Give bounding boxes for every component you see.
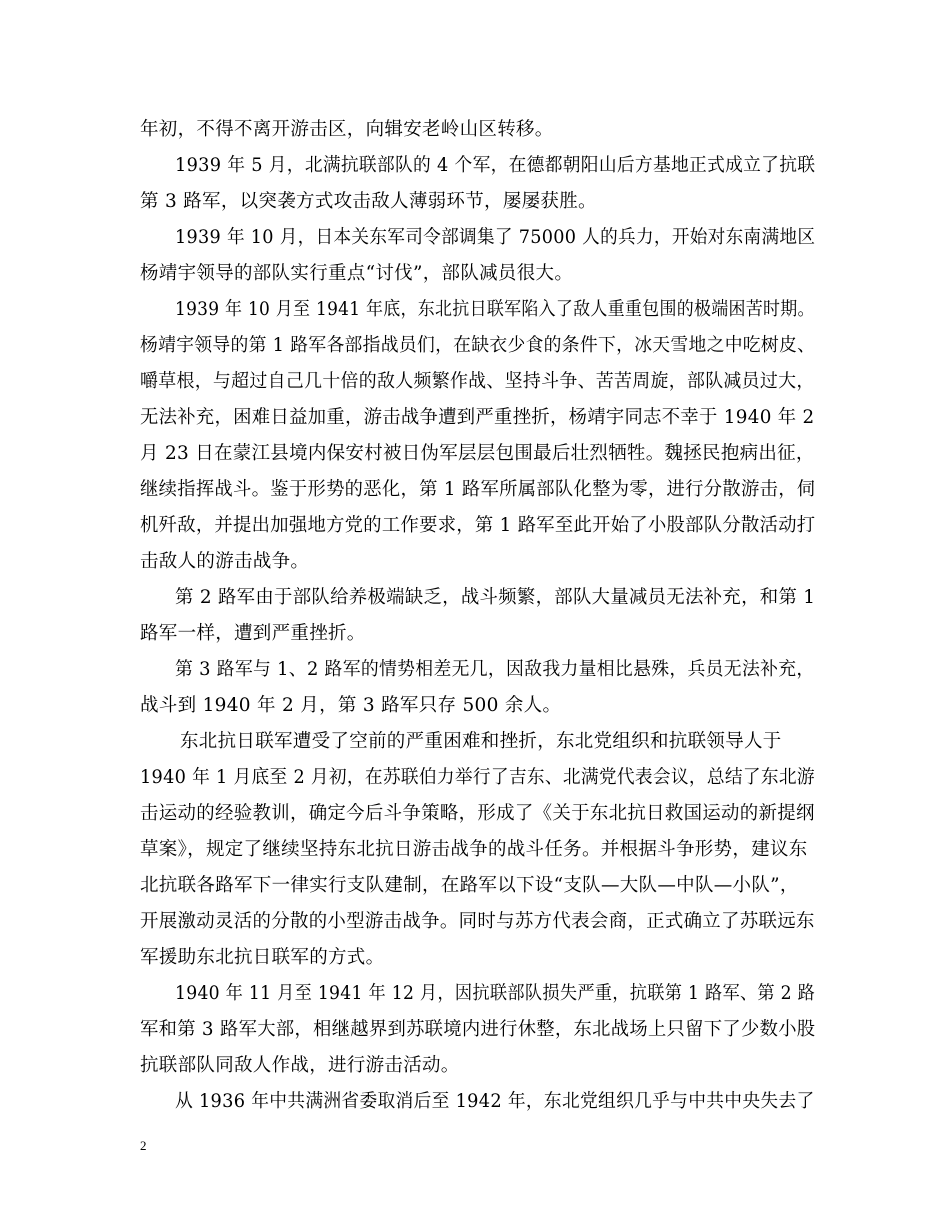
text-line: 杨靖宇领导的第 1 路军各部指战员们，在缺衣少食的条件下，冰天雪地之中吃树皮、 <box>140 335 816 356</box>
text-line: 北抗联各路军下一律实行支队建制，在路军以下设“支队—大队—中队—小队”， <box>140 875 799 896</box>
text-line: 年初，不得不离开游击区，向辑安老岭山区转移。 <box>140 119 554 140</box>
text-line: 第 3 路军与 1、2 路军的情势相差无几，因敌我力量相比悬殊，兵员无法补充， <box>175 659 815 680</box>
text-line: 1940 年 1 月底至 2 月初，在苏联伯力举行了吉东、北满党代表会议，总结了东北游 <box>140 767 815 788</box>
text-line: 军援助东北抗日联军的方式。 <box>140 947 385 968</box>
text-line: 嚼草根，与超过自己几十倍的敌人频繁作战、坚持斗争、苦苦周旋，部队减员过大， <box>140 371 815 392</box>
text-line: 击运动的经验教训，确定今后斗争策略，形成了《关于东北抗日救国运动的新提纲 <box>140 803 815 824</box>
text-line: 1939 年 10 月至 1941 年底，东北抗日联军陷入了敌人重重包围的极端困苦时期。 <box>175 299 815 320</box>
text-line: 东北抗日联军遭受了空前的严重困难和挫折，东北党组织和抗联领导人于 <box>180 731 782 752</box>
text-line: 军和第 3 路军大部，相继越界到苏联境内进行休整，东北战场上只留下了少数小股 <box>140 1019 816 1040</box>
text-line: 继续指挥战斗。鉴于形势的恶化，第 1 路军所属部队化整为零，进行分散游击，伺 <box>140 479 816 500</box>
text-line: 击敌人的游击战争。 <box>140 551 310 572</box>
text-line: 从 1936 年中共满洲省委取消后至 1942 年，东北党组织几乎与中共中央失去了 <box>175 1091 815 1112</box>
text-line: 路军一样，遭到严重挫折。 <box>140 623 366 644</box>
text-line: 1940 年 11 月至 1941 年 12 月，因抗联部队损失严重，抗联第 1 路军、第 2 路 <box>175 983 816 1004</box>
text-line: 月 23 日在蒙江县境内保安村被日伪军层层包围最后壮烈牺牲。魏拯民抱病出征， <box>140 443 815 464</box>
text-line: 战斗到 1940 年 2 月，第 3 路军只存 500 余人。 <box>140 695 562 716</box>
text-line: 第 2 路军由于部队给养极端缺乏，战斗频繁，部队大量减员无法补充，和第 1 <box>175 587 816 608</box>
text-line: 抗联部队同敌人作战，进行游击活动。 <box>140 1055 460 1076</box>
text-line: 开展激动灵活的分散的小型游击战争。同时与苏方代表会商，正式确立了苏联远东 <box>140 911 815 932</box>
page-number: 2 <box>140 1138 147 1153</box>
text-line: 草案》，规定了继续坚持东北抗日游击战争的战斗任务。并根据斗争形势，建议东 <box>140 839 808 860</box>
text-line: 1939 年 5 月，北满抗联部队的 4 个军，在德都朝阳山后方基地正式成立了抗联 <box>175 155 816 176</box>
text-line: 1939 年 10 月，日本关东军司令部调集了 75000 人的兵力，开始对东南满地区 <box>175 227 816 248</box>
text-line: 机歼敌，并提出加强地方党的工作要求，第 1 路军至此开始了小股部队分散活动打 <box>140 515 816 536</box>
text-line: 杨靖宇领导的部队实行重点“讨伐”，部队减员很大。 <box>140 263 574 284</box>
text-line: 无法补充，困难日益加重，游击战争遭到严重挫折，杨靖宇同志不幸于 1940 年 2 <box>140 407 815 428</box>
text-line: 第 3 路军，以突袭方式攻击敌人薄弱环节，屡屡获胜。 <box>140 191 597 212</box>
